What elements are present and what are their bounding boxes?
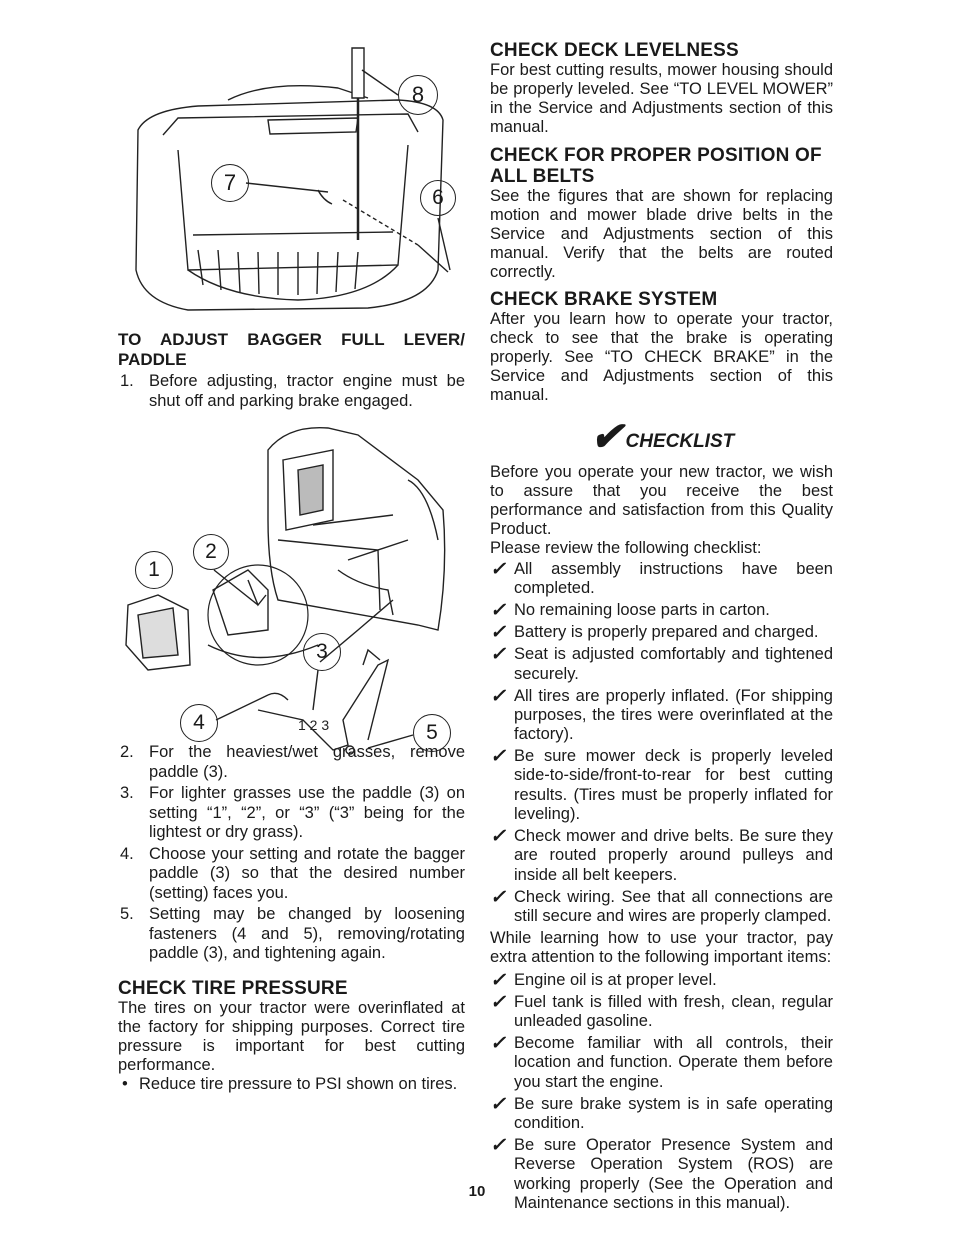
step-number: 5. — [120, 905, 134, 923]
check-icon: ✓ — [490, 746, 506, 768]
step-item — [118, 845, 465, 904]
check-icon: ✓ — [490, 886, 506, 908]
deck-levelness-text: For best cutting results, mower housing should be properly leveled. See “TO LEVEL MOWER” in the Service and Adjustments section of this manual. — [490, 61, 833, 136]
step-number: 1. — [120, 372, 134, 390]
tire-pressure-text: The tires on your tractor were overinflated at the factory for shipping purposes. Correct tire pressure is important for best cutting performance. — [118, 998, 465, 1074]
callout-7: 7 — [211, 164, 249, 202]
callout-8: 8 — [398, 75, 438, 115]
callout-2: 2 — [193, 534, 229, 570]
checklist-item-text: Seat is adjusted comfortably and tightened securely. — [514, 645, 833, 683]
page-number: 10 — [468, 1183, 486, 1200]
callout-4: 4 — [180, 704, 218, 742]
adjust-steps-2 — [118, 743, 465, 964]
checklist-label: CHECKLIST — [625, 431, 735, 452]
adjust-steps-1 — [118, 372, 465, 411]
check-icon: ✓ — [490, 825, 506, 847]
step-number: 2. — [120, 743, 134, 761]
checklist-item-text: Engine oil is at proper level. — [514, 970, 717, 989]
step-item — [118, 905, 465, 964]
tire-pressure-heading: CHECK TIRE PRESSURE — [118, 977, 348, 999]
check-icon: ✓ — [490, 1093, 506, 1115]
checklist-item-text: All assembly instructions have been completed. — [514, 560, 833, 598]
right-column — [490, 40, 833, 1216]
checklist-item-text: No remaining loose parts in carton. — [514, 601, 770, 620]
learning-text: While learning how to use your tractor, pay extra attention to the following important items: — [490, 928, 833, 966]
checklist-item — [490, 1136, 833, 1213]
checklist-item-text: Check mower and drive belts. Be sure they are routed properly around pulleys and inside all belt keepers. — [514, 826, 833, 884]
step-text: Setting may be changed by loosening fasteners (4 and 5), removing/rotating paddle (3), and tightening again. — [149, 905, 465, 962]
checklist-item-text: Be sure mower deck is properly leveled side-to-side/front-to-rear for best cutting results. (Tires must be properly inflated for leveling). — [514, 747, 833, 823]
checklist-items-assembly — [490, 560, 833, 926]
check-icon: ✓ — [490, 969, 506, 991]
checklist-item — [490, 1034, 833, 1092]
check-icon: ✓ — [490, 1134, 506, 1156]
step-item — [118, 784, 465, 843]
checklist-item-text: Battery is properly prepared and charged. — [514, 623, 819, 642]
callout-6: 6 — [420, 180, 456, 216]
check-icon: ✓ — [490, 1033, 506, 1055]
check-icon: ✓ — [490, 644, 506, 666]
checklist-review: Please review the following checklist: — [490, 539, 762, 557]
check-icon: ✓ — [490, 559, 506, 580]
checklist-item — [490, 747, 833, 824]
checklist-title — [590, 415, 833, 459]
belts-heading: CHECK FOR PROPER POSITION OF ALL BELTS — [490, 145, 822, 187]
checklist-item — [490, 687, 833, 745]
checklist-item-text: Become familiar with all controls, their location and function. Operate them before you start the engine. — [514, 1034, 833, 1091]
step-item — [118, 372, 465, 411]
check-icon: ✓ — [490, 991, 506, 1013]
callout-leaders-bottom — [118, 420, 463, 765]
step-number: 4. — [120, 844, 134, 863]
step-text: Before adjusting, tractor engine must be shut off and parking brake engaged. — [149, 372, 465, 410]
step-text: Choose your setting and rotate the bagger paddle (3) so that the desired number (setting) faces you. — [149, 844, 465, 902]
paddle-setting-marks: 1 2 3 — [298, 717, 330, 733]
checklist-item — [490, 1095, 833, 1134]
checklist-item — [490, 888, 833, 927]
adjust-bagger-heading: TO ADJUST BAGGER FULL LEVER/ PADDLE — [118, 330, 465, 369]
brake-text: After you learn how to operate your tractor, check to see that the brake is operating properly. See “TO CHECK BRAKE” in the Service and Adjustments section of this manual. — [490, 310, 833, 404]
checklist-item — [490, 993, 833, 1032]
callout-1: 1 — [135, 551, 173, 589]
callout-5: 5 — [413, 714, 451, 752]
checklist-item — [490, 560, 833, 599]
check-icon: ✓ — [490, 685, 506, 707]
checkmark-icon: ✔ — [590, 415, 624, 459]
tire-bullet-text: Reduce tire pressure to PSI shown on tires. — [139, 1074, 458, 1093]
checklist-item-text: All tires are properly inflated. (For shipping purposes, the tires were overinflated at the factory). — [514, 686, 833, 744]
tire-pressure-bullet: • Reduce tire pressure to PSI shown on tires. — [122, 1074, 458, 1093]
checklist-item — [490, 645, 833, 684]
checklist-item-text: Be sure brake system is in safe operating condition. — [514, 1094, 833, 1132]
checklist-item — [490, 601, 833, 620]
check-icon: ✓ — [490, 600, 506, 622]
checklist-item-text: Fuel tank is filled with fresh, clean, regular unleaded gasoline. — [514, 992, 833, 1031]
deck-levelness-heading: CHECK DECK LEVELNESS — [490, 40, 739, 61]
callout-3: 3 — [303, 633, 341, 671]
step-number: 3. — [120, 784, 134, 802]
checklist-item — [490, 971, 833, 990]
checklist-item — [490, 827, 833, 885]
check-icon: ✓ — [490, 622, 506, 644]
brake-heading: CHECK BRAKE SYSTEM — [490, 289, 718, 310]
belts-text: See the figures that are shown for replacing motion and mower blade drive belts in the Service and Adjustments section of this manual. Verify that the belts are routed correctly. — [490, 187, 833, 281]
checklist-item-text: Check wiring. See that all connections are still secure and wires are properly clamped. — [514, 887, 833, 925]
checklist-items-operation — [490, 971, 833, 1213]
checklist-item-text: Be sure Operator Presence System and Reverse Operation System (ROS) are working properly (See the Operation and Maintenance sections in this manual). — [514, 1135, 833, 1212]
step-text: For the heaviest/wet grasses, remove paddle (3). — [149, 743, 465, 781]
checklist-item — [490, 623, 833, 642]
step-text: For lighter grasses use the paddle (3) on setting “1”, “2”, or “3” (“3” being for the lightest or dry grass). — [149, 784, 465, 841]
checklist-intro: Before you operate your new tractor, we wish to assure that you receive the best performance and satisfaction from this Quality Product. — [490, 463, 833, 538]
